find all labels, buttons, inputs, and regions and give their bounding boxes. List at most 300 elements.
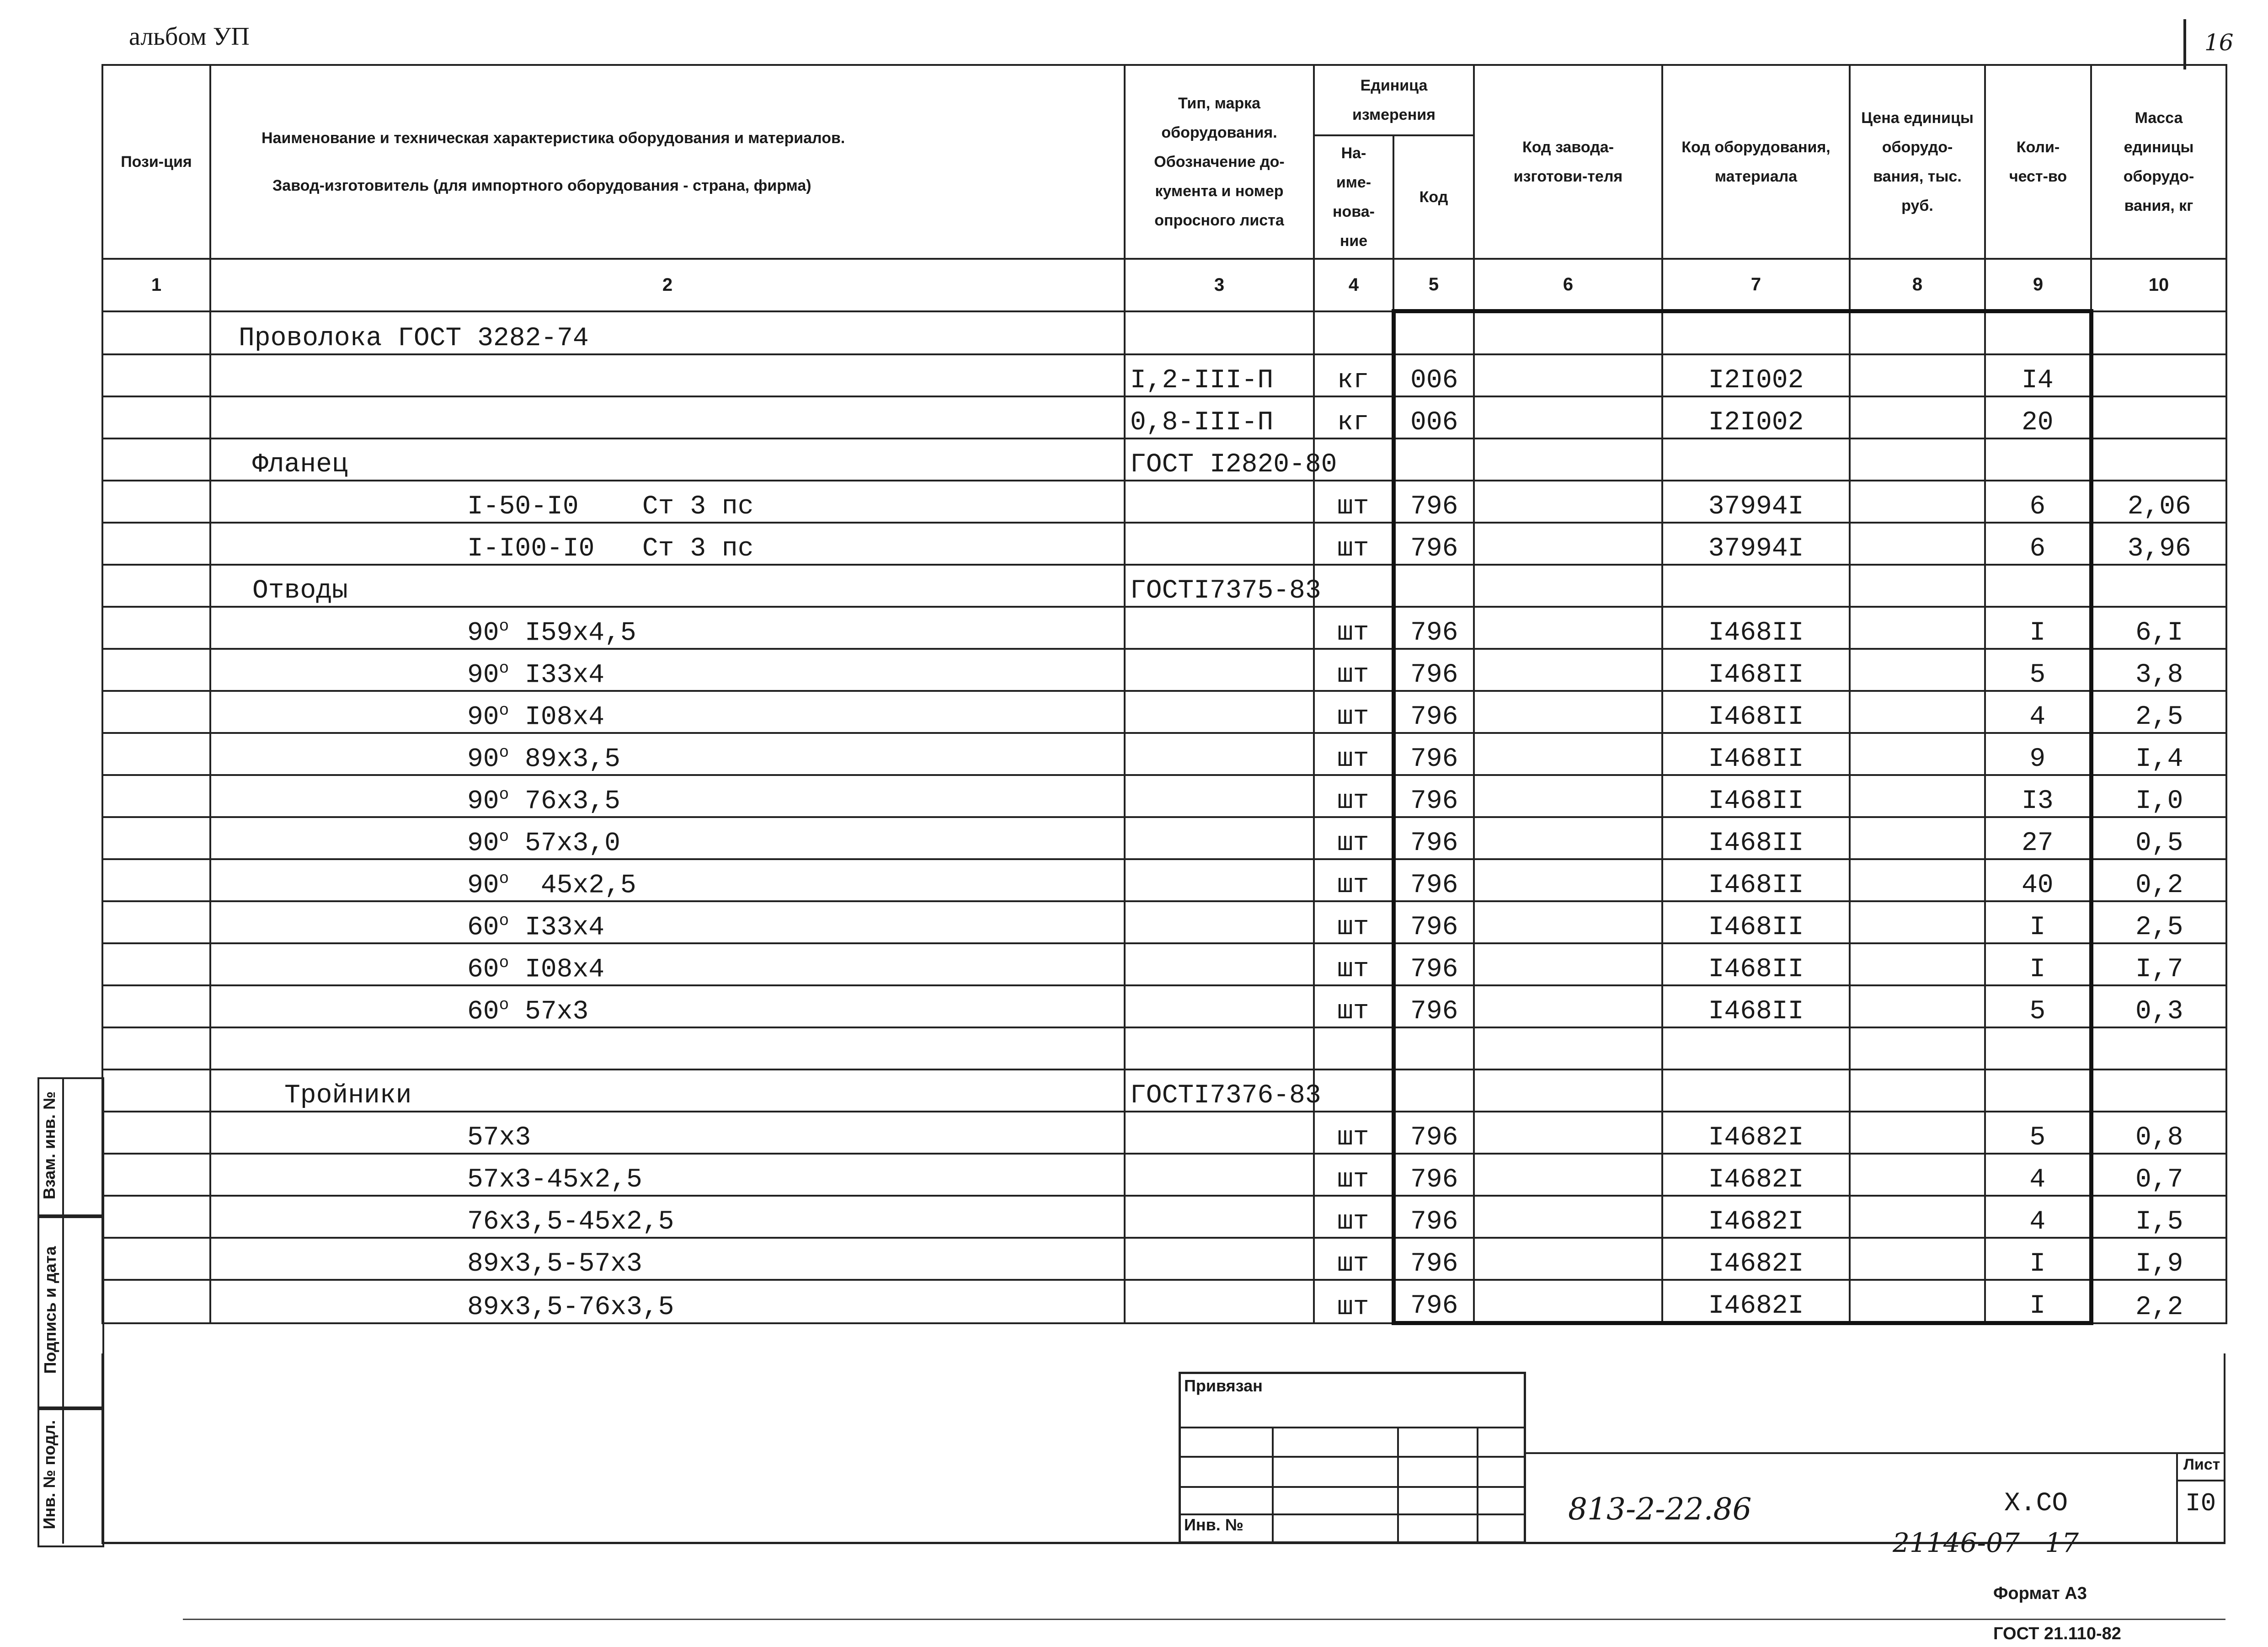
cell-unit: шт [1314,691,1393,733]
cell-qty: 4 [1985,1154,2091,1196]
cell-factory [1474,1280,1662,1323]
cell-unit: шт [1314,1112,1393,1154]
col-num-5: 5 [1393,259,1474,311]
cell-factory [1474,1069,1662,1112]
cell-code5: 796 [1393,607,1474,649]
cell-unit: шт [1314,859,1393,901]
cell-price [1850,1027,1985,1069]
sheet-label: Лист [2183,1456,2220,1473]
table-row [102,1280,2226,1323]
cell-mass: I,0 [2091,775,2226,817]
cell-code5: 796 [1393,901,1474,943]
cell-type [1125,943,1314,985]
privyazan-hline-2 [1179,1456,1526,1458]
cell-qty: 40 [1985,859,2091,901]
cell-code7: I4682I [1662,1112,1850,1154]
cell-name: Тройники [210,1069,1125,1112]
table-row [102,1154,2226,1196]
table-row [102,775,2226,817]
cell-unit: шт [1314,775,1393,817]
cell-code5 [1393,438,1474,481]
cell-mass [2091,1027,2226,1069]
cell-qty: 6 [1985,481,2091,523]
column-numbers-row [102,259,2226,311]
cell-code7 [1662,438,1850,481]
cell-unit: шт [1314,649,1393,691]
cell-type: ГОСТ I2820-80 [1125,438,1314,481]
cell-qty [1985,565,2091,607]
inv-no-label: Инв. № [1184,1515,1243,1534]
cell-pos [102,523,210,565]
cell-unit: кг [1314,396,1393,438]
cell-unit: шт [1314,1238,1393,1280]
cell-factory [1474,775,1662,817]
cell-code7: I4682I [1662,1196,1850,1238]
cell-qty: 4 [1985,691,2091,733]
cell-type [1125,1280,1314,1323]
cell-type [1125,1238,1314,1280]
cell-pos [102,733,210,775]
cell-price [1850,691,1985,733]
cell-unit: кг [1314,354,1393,396]
cell-qty: 5 [1985,985,2091,1027]
cell-unit: шт [1314,523,1393,565]
cell-name: 89х3,5-57х3 [210,1238,1125,1280]
header-type: Тип, марка оборудования. Обозначение до-кумента и номер опросного листа [1125,65,1314,259]
cell-name: I-50-I0 Ст 3 пс [210,481,1125,523]
cell-mass [2091,311,2226,355]
cell-pos [102,775,210,817]
cell-pos [102,817,210,859]
privyazan-vline-1 [1272,1427,1274,1544]
cell-type [1125,985,1314,1027]
cell-code7: I468II [1662,649,1850,691]
cell-code5: 796 [1393,943,1474,985]
cell-factory [1474,859,1662,901]
cell-price [1850,1196,1985,1238]
cell-price [1850,943,1985,985]
table-row [102,1238,2226,1280]
cell-type [1125,733,1314,775]
cell-factory [1474,438,1662,481]
cell-name: 89х3,5-76х3,5 [210,1280,1125,1323]
cell-qty: I [1985,943,2091,985]
cell-type [1125,859,1314,901]
degree-sign: o [499,827,509,846]
col-num-1: 1 [102,259,210,311]
cell-pos [102,1154,210,1196]
cell-code5: 796 [1393,1112,1474,1154]
cell-pos [102,943,210,985]
cell-code5: 796 [1393,859,1474,901]
cell-qty: I3 [1985,775,2091,817]
cell-unit: шт [1314,733,1393,775]
degree-sign: o [499,911,509,930]
cell-pos [102,481,210,523]
cell-type: ГОСТI7375-83 [1125,565,1314,607]
table-row [102,607,2226,649]
cell-unit [1314,1027,1393,1069]
cell-code7: I468II [1662,817,1850,859]
cell-code7: I468II [1662,775,1850,817]
cell-factory [1474,311,1662,355]
document-code: 813-2-22.86 [1568,1492,1752,1527]
degree-sign: o [499,995,509,1014]
sidebar-vzam-label: Взам. инв. № [40,1091,59,1200]
table-row [102,691,2226,733]
cell-factory [1474,1112,1662,1154]
header-pos: Пози-ция [102,65,210,259]
cell-type [1125,691,1314,733]
header-factory: Код завода-изготови-теля [1474,65,1662,259]
cell-factory [1474,691,1662,733]
table-row [102,733,2226,775]
col-num-10: 10 [2091,259,2226,311]
cell-code5: 796 [1393,649,1474,691]
cell-unit: шт [1314,817,1393,859]
cell-pos [102,691,210,733]
cell-code7: I468II [1662,985,1850,1027]
cell-code7 [1662,311,1850,355]
table-row [102,565,2226,607]
cell-type [1125,1154,1314,1196]
cell-unit: шт [1314,943,1393,985]
cell-mass: 3,96 [2091,523,2226,565]
table-row [102,1069,2226,1112]
cell-price [1850,817,1985,859]
cell-type [1125,523,1314,565]
cell-name: 90$^o$ I59х4,5 [210,607,1125,649]
cell-pos [102,1069,210,1112]
cell-factory [1474,1154,1662,1196]
cell-mass [2091,438,2226,481]
cell-factory [1474,565,1662,607]
cell-name: 76х3,5-45х2,5 [210,1196,1125,1238]
cell-unit: шт [1314,607,1393,649]
gost-label: ГОСТ 21.110-82 [1993,1624,2121,1643]
cell-code5: 796 [1393,733,1474,775]
cell-code7: I2I002 [1662,396,1850,438]
col-num-2: 2 [210,259,1125,311]
cell-factory [1474,1238,1662,1280]
cell-price [1850,1069,1985,1112]
col-num-8: 8 [1850,259,1985,311]
cell-name: 60$^o$ I33х4 [210,901,1125,943]
cell-unit: шт [1314,1154,1393,1196]
header-code: Код оборудования, материала [1662,65,1850,259]
sheet-box-divider [2176,1452,2178,1544]
cell-name: Проволока ГОСТ 3282-74 [210,311,1125,355]
degree-sign: o [499,658,509,678]
cell-mass: I,7 [2091,943,2226,985]
cell-code7: I2I002 [1662,354,1850,396]
cell-pos [102,859,210,901]
cell-name: Отводы [210,565,1125,607]
page-corner-number: 16 [2204,29,2234,56]
cell-mass: 2,2 [2091,1280,2226,1323]
cell-code5: 006 [1393,354,1474,396]
cell-price [1850,733,1985,775]
cell-qty: 27 [1985,817,2091,859]
cell-qty: I [1985,1238,2091,1280]
cell-type [1125,775,1314,817]
cell-code7: I4682I [1662,1280,1850,1323]
cell-name: 90$^o$ 57х3,0 [210,817,1125,859]
cell-name: 90$^o$ I33х4 [210,649,1125,691]
cell-factory [1474,481,1662,523]
cell-name [210,1027,1125,1069]
sheet-number: I0 [2185,1489,2216,1518]
header-unit-code: Код [1393,135,1474,259]
cell-unit [1314,1069,1393,1112]
cell-qty [1985,438,2091,481]
col-num-7: 7 [1662,259,1850,311]
title-block-top [1526,1452,2225,1454]
cell-factory [1474,396,1662,438]
cell-name: 57х3 [210,1112,1125,1154]
cell-factory [1474,901,1662,943]
cell-type [1125,1196,1314,1238]
album-label: альбом УП [129,22,250,51]
cell-qty: 5 [1985,1112,2091,1154]
cell-price [1850,1238,1985,1280]
cell-unit: шт [1314,481,1393,523]
privyazan-label: Привязан [1184,1376,1263,1395]
cell-code5: 796 [1393,691,1474,733]
cell-price [1850,985,1985,1027]
table-row [102,1196,2226,1238]
cell-type [1125,1027,1314,1069]
cell-unit: шт [1314,1280,1393,1323]
format-label: Формат А3 [1993,1584,2087,1603]
cell-code7: 37994I [1662,523,1850,565]
cell-code5: 796 [1393,1154,1474,1196]
cell-type [1125,607,1314,649]
table-row [102,1112,2226,1154]
table-row [102,817,2226,859]
sidebar-divider [62,1077,64,1544]
cell-pos [102,565,210,607]
cell-pos [102,438,210,481]
table-row [102,438,2226,481]
cell-mass: I,4 [2091,733,2226,775]
cell-code7: I4682I [1662,1154,1850,1196]
cell-code5: 796 [1393,775,1474,817]
cell-type [1125,901,1314,943]
cell-code5: 006 [1393,396,1474,438]
cell-price [1850,1112,1985,1154]
cell-mass: 0,7 [2091,1154,2226,1196]
header-name-line1: Наименование и техническая характеристика оборудования и материалов. [261,129,845,147]
cell-code7: I468II [1662,733,1850,775]
cell-type [1125,817,1314,859]
cell-factory [1474,523,1662,565]
cell-pos [102,1280,210,1323]
sheet-box-hline [2176,1480,2225,1481]
table-row [102,354,2226,396]
col-num-6: 6 [1474,259,1662,311]
header-mass: Масса единицы оборудо-вания, кг [2091,65,2226,259]
cell-factory [1474,649,1662,691]
privyazan-hline-1 [1179,1427,1526,1428]
table-row [102,396,2226,438]
degree-sign: o [499,869,509,888]
cell-price [1850,859,1985,901]
cell-mass: I,5 [2091,1196,2226,1238]
cell-name [210,354,1125,396]
cell-code7: I468II [1662,859,1850,901]
table-row [102,901,2226,943]
cell-mass: 2,5 [2091,901,2226,943]
cell-qty [1985,1069,2091,1112]
cell-qty [1985,1027,2091,1069]
cell-type [1125,481,1314,523]
degree-sign: o [499,743,509,762]
cell-unit [1314,565,1393,607]
cell-qty: 5 [1985,649,2091,691]
cell-mass: I,9 [2091,1238,2226,1280]
cell-qty: I [1985,1280,2091,1323]
table-row [102,985,2226,1027]
cell-mass: 3,8 [2091,649,2226,691]
table-row [102,1027,2226,1069]
col-num-4: 4 [1314,259,1393,311]
cell-factory [1474,943,1662,985]
cell-factory [1474,1027,1662,1069]
section-code: X.CO [2004,1489,2068,1519]
cell-code7 [1662,1069,1850,1112]
corner-divider [2183,19,2186,70]
cell-pos [102,396,210,438]
cell-code7: I468II [1662,691,1850,733]
privyazan-vline-3 [1477,1427,1478,1544]
cell-qty: 6 [1985,523,2091,565]
header-price: Цена единицы оборудо-вания, тыс. руб. [1850,65,1985,259]
cell-code5: 796 [1393,1280,1474,1323]
cell-qty: I [1985,901,2091,943]
cell-unit: шт [1314,985,1393,1027]
header-unit-name: На-име-нова-ние [1314,135,1393,259]
cell-name: 60$^o$ 57х3 [210,985,1125,1027]
cell-name: I-I00-I0 Ст 3 пс [210,523,1125,565]
cell-price [1850,523,1985,565]
cell-price [1850,775,1985,817]
table-row [102,523,2226,565]
cell-code5: 796 [1393,817,1474,859]
cell-price [1850,438,1985,481]
cell-price [1850,354,1985,396]
cell-name: 90$^o$ I08х4 [210,691,1125,733]
cell-code5: 796 [1393,481,1474,523]
cell-code7: I468II [1662,607,1850,649]
cell-code5: 796 [1393,523,1474,565]
cell-pos [102,1196,210,1238]
cell-code5: 796 [1393,985,1474,1027]
col-num-3: 3 [1125,259,1314,311]
cell-type [1125,649,1314,691]
cell-qty: 4 [1985,1196,2091,1238]
cell-mass [2091,396,2226,438]
cell-code7 [1662,565,1850,607]
cell-name: 90$^o$ 76х3,5 [210,775,1125,817]
cell-code5 [1393,1069,1474,1112]
cell-price [1850,901,1985,943]
cell-qty: 9 [1985,733,2091,775]
cell-factory [1474,817,1662,859]
col-num-9: 9 [1985,259,2091,311]
degree-sign: o [499,616,509,636]
cell-mass [2091,354,2226,396]
cell-pos [102,1112,210,1154]
cell-qty: I [1985,607,2091,649]
degree-sign: o [499,953,509,972]
table-row [102,481,2226,523]
cell-price [1850,1280,1985,1323]
privyazan-hline-3 [1179,1486,1526,1488]
cell-price [1850,649,1985,691]
cell-unit: шт [1314,1196,1393,1238]
cell-type: I,2-III-П [1125,354,1314,396]
sidebar-podpis-label: Подпись и дата [41,1246,59,1374]
cell-code5 [1393,1027,1474,1069]
cell-pos [102,1027,210,1069]
cell-pos [102,607,210,649]
cell-factory [1474,985,1662,1027]
cell-mass: 2,06 [2091,481,2226,523]
cell-code5: 796 [1393,1238,1474,1280]
cell-price [1850,565,1985,607]
cell-unit: шт [1314,901,1393,943]
cell-name: 90$^o$ 45х2,5 [210,859,1125,901]
bottom-frame-left [101,1353,103,1544]
header-name-line2: Завод-изготовитель (для импортного оборудования - страна, фирма) [272,177,811,194]
cell-mass: 0,5 [2091,817,2226,859]
cell-code7: I468II [1662,943,1850,985]
header-name [210,65,1125,259]
cell-mass [2091,1069,2226,1112]
cell-name: 90$^o$ 89х3,5 [210,733,1125,775]
cell-pos [102,354,210,396]
header-unit: Единица измерения [1314,65,1474,135]
cell-name: 57х3-45х2,5 [210,1154,1125,1196]
cell-pos [102,1238,210,1280]
cell-type: ГОСТI7376-83 [1125,1069,1314,1112]
cell-code5 [1393,565,1474,607]
sidebar-inv-label: Инв. № подл. [40,1420,59,1529]
cell-pos [102,985,210,1027]
cell-type [1125,1112,1314,1154]
cell-factory [1474,607,1662,649]
cell-unit [1314,311,1393,355]
table-row [102,943,2226,985]
cell-qty: I4 [1985,354,2091,396]
specification-table [101,64,2227,1325]
cell-mass: 2,5 [2091,691,2226,733]
degree-sign: o [499,701,509,720]
cell-qty: 20 [1985,396,2091,438]
header-qty: Коли-чест-во [1985,65,2091,259]
cell-code5: 796 [1393,1196,1474,1238]
cell-price [1850,481,1985,523]
cell-pos [102,901,210,943]
cell-code7: I468II [1662,901,1850,943]
cell-factory [1474,354,1662,396]
table-row [102,859,2226,901]
cell-mass [2091,565,2226,607]
cell-name [210,396,1125,438]
degree-sign: o [499,785,509,804]
cell-mass: 0,3 [2091,985,2226,1027]
